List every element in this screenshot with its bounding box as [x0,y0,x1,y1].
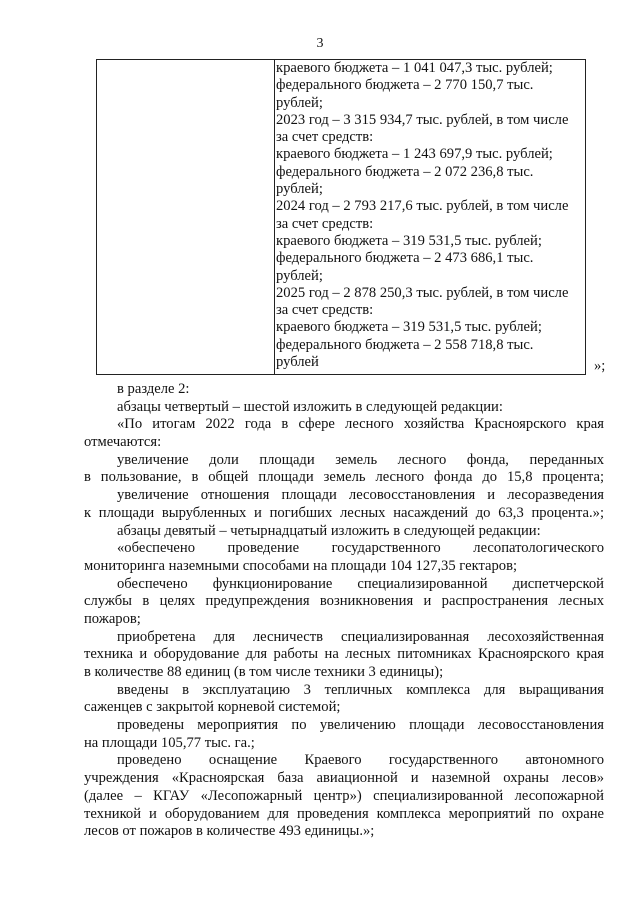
text-line: саженцев с закрытой корневой системой; [84,699,341,716]
text-line: лесов от пожаров в количестве 493 единицы.»; [84,823,375,840]
text-line: учреждения «Красноярская база авиационной и наземной охраны лесов» [84,770,604,787]
text-line: пожаров; [84,610,141,627]
text-line: «По итогам 2022 года в сфере лесного хозяйства Красноярского края [117,416,604,433]
text-line: к площади вырубленных и погибших лесных насаждений до 63,3 процента.»; [84,504,604,521]
funding-table-cell [276,60,586,371]
text-line: мониторинга наземными способами на площади 104 127,35 гектаров; [84,557,518,574]
cell-line: федерального бюджета – 2 473 686,1 тыс. [276,250,534,267]
cell-line: рублей [276,354,319,371]
cell-line: 2023 год – 3 315 934,7 тыс. рублей, в том числе [276,111,569,128]
text-line: абзацы девятый – четырнадцатый изложить в следующей редакции: [117,522,541,539]
cell-line: за счет средств: [276,302,374,319]
cell-line: рублей; [276,94,323,111]
text-line: проведены мероприятия по увеличению площади лесовосстановления [117,717,604,734]
cell-line: краевого бюджета – 1 243 697,9 тыс. рублей; [276,146,553,163]
text-line: приобретена для лесничеств специализированная лесохозяйственная [117,628,604,645]
text-line: введены в эксплуатацию 3 тепличных комплекса для выращивания [117,681,604,698]
text-line: увеличение доли площади земель лесного фонда, переданных [117,451,604,468]
text-line: отмечаются: [84,434,162,451]
text-line: абзацы четвертый – шестой изложить в следующей редакции: [117,398,503,415]
text-line: в количестве 88 единиц (в том числе техники 3 единицы); [84,664,444,680]
cell-line: краевого бюджета – 319 531,5 тыс. рублей; [276,232,542,249]
cell-line: за счет средств: [276,215,374,232]
cell-line: федерального бюджета – 2 072 236,8 тыс. [276,163,534,180]
text-line: увеличение отношения площади лесовосстановления и лесоразведения [117,487,604,504]
table-closing-quote: »; [594,358,606,374]
text-line: в разделе 2: [117,381,190,397]
cell-line: 2025 год – 2 878 250,3 тыс. рублей, в том числе [276,284,569,301]
table-column-divider [274,60,275,374]
text-line: «обеспечено проведение государственного лесопатологического [117,540,604,557]
cell-line: за счет средств: [276,129,374,146]
document-body [84,381,604,841]
text-line: обеспечено функционирование специализированной диспетчерской [117,575,604,592]
text-line: на площади 105,77 тыс. га.; [84,734,255,751]
text-line: техника и оборудование для работы на лесных питомниках Красноярского края [84,646,604,663]
cell-line: рублей; [276,267,323,284]
text-line: проведено оснащение Краевого государственного автономного [117,752,604,769]
text-line: в пользование, в общей площади земель лесного фонда до 15,8 процента; [84,469,604,486]
page-number: 3 [316,36,324,51]
cell-line: рублей; [276,181,323,198]
cell-line: 2024 год – 2 793 217,6 тыс. рублей, в том числе [276,198,569,215]
text-line: службы в целях предупреждения возникновения и распространения лесных [84,593,604,610]
cell-line: краевого бюджета – 319 531,5 тыс. рублей; [276,319,542,336]
cell-line: федерального бюджета – 2 558 718,8 тыс. [276,336,534,353]
text-line: (далее – КГАУ «Лесопожарный центр») специализированной лесопожарной [84,787,604,804]
text-line: техникой и оборудованием для проведения комплекса мероприятий по охране [84,805,604,822]
cell-line: краевого бюджета – 1 041 047,3 тыс. рублей; [276,60,553,76]
cell-line: федерального бюджета – 2 770 150,7 тыс. [276,77,534,94]
